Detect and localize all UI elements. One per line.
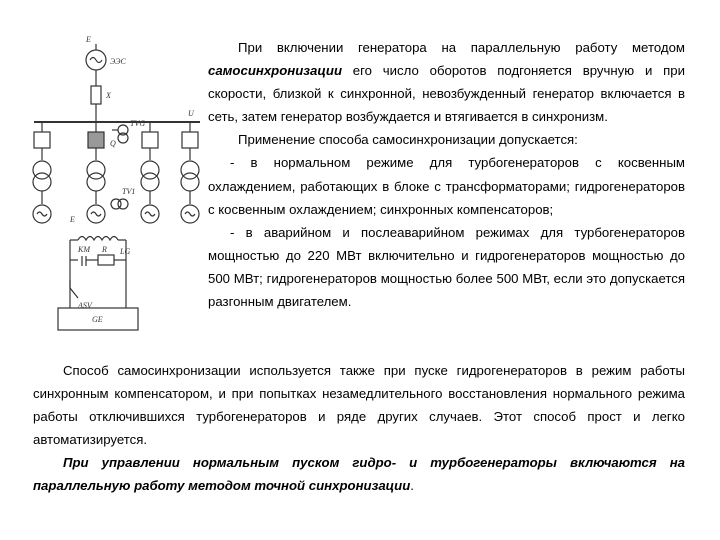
paragraph-emergency-mode: - в аварийном и послеаварийном режимах для турбогенераторов мощностью до 220 МВт включительно и гидрогенераторов мощностью до 500 МВт; гидрогенераторов мощностью более 500 МВт, если это допускается разгонным двигателем. xyxy=(208,224,685,310)
paragraph-applicability: Применение способа самосинхронизации допускается: xyxy=(238,132,578,148)
label-q: Q xyxy=(110,139,116,148)
label-ge: GE xyxy=(92,315,103,324)
label-r: R xyxy=(102,245,107,254)
p1-rest: его число оборотов подгоняется вручную и при скорости, близкой к синхронной, невозбужденный генератор включается в сеть, затем генератор возбуждается и втягивается в синхронизм. xyxy=(208,63,685,125)
label-asv: ASV xyxy=(78,301,92,310)
resistor-r xyxy=(98,255,114,265)
term-self-sync: самосинхронизации xyxy=(208,63,342,79)
p1-lead: При включении генератора на параллельную работу методом xyxy=(238,40,685,55)
precise-sync-period: . xyxy=(410,478,414,494)
bottom-text xyxy=(33,359,685,498)
label-ees: ЭЭС xyxy=(110,57,126,66)
paragraph-self-sync-definition xyxy=(208,36,685,128)
circuit-diagram xyxy=(28,18,206,338)
label-eg: E xyxy=(86,35,91,44)
precise-sync-statement: При управлении нормальным пуском гидро- и турбогенераторы включаются на параллельную работу методом точной синхронизации xyxy=(33,455,685,494)
paragraph-precise-sync xyxy=(33,451,685,497)
paragraph-other-uses: Способ самосинхронизации используется также при пуске гидрогенераторов в режим работы синхронным компенсатором, и при попытках незамедлительного восстановления нормального режима работы отключившихся турбогенераторов и ряде других случаев. Этот способ прост и легко автоматизируется. xyxy=(33,363,685,448)
label-tvg: TVG xyxy=(130,119,146,128)
label-xvn: X xyxy=(106,91,111,100)
label-km: KM xyxy=(78,245,90,254)
breaker-q xyxy=(88,132,104,148)
circuit-diagram-svg xyxy=(28,18,206,338)
label-ush: U xyxy=(188,109,194,118)
paragraph-normal-mode: - в нормальном режиме для турбогенераторов с косвенным охлаждением, работающих в блоке с трансформаторами; гидрогенераторов с косвенным охлаждением; синхронных компенсаторов; xyxy=(208,155,685,217)
reactance-x xyxy=(91,86,101,104)
excitation-winding-lg xyxy=(78,237,118,241)
label-tv1: TV1 xyxy=(122,187,136,196)
right-column-text xyxy=(208,36,685,313)
label-ev: E xyxy=(70,215,75,224)
label-lg: LG xyxy=(120,247,131,256)
